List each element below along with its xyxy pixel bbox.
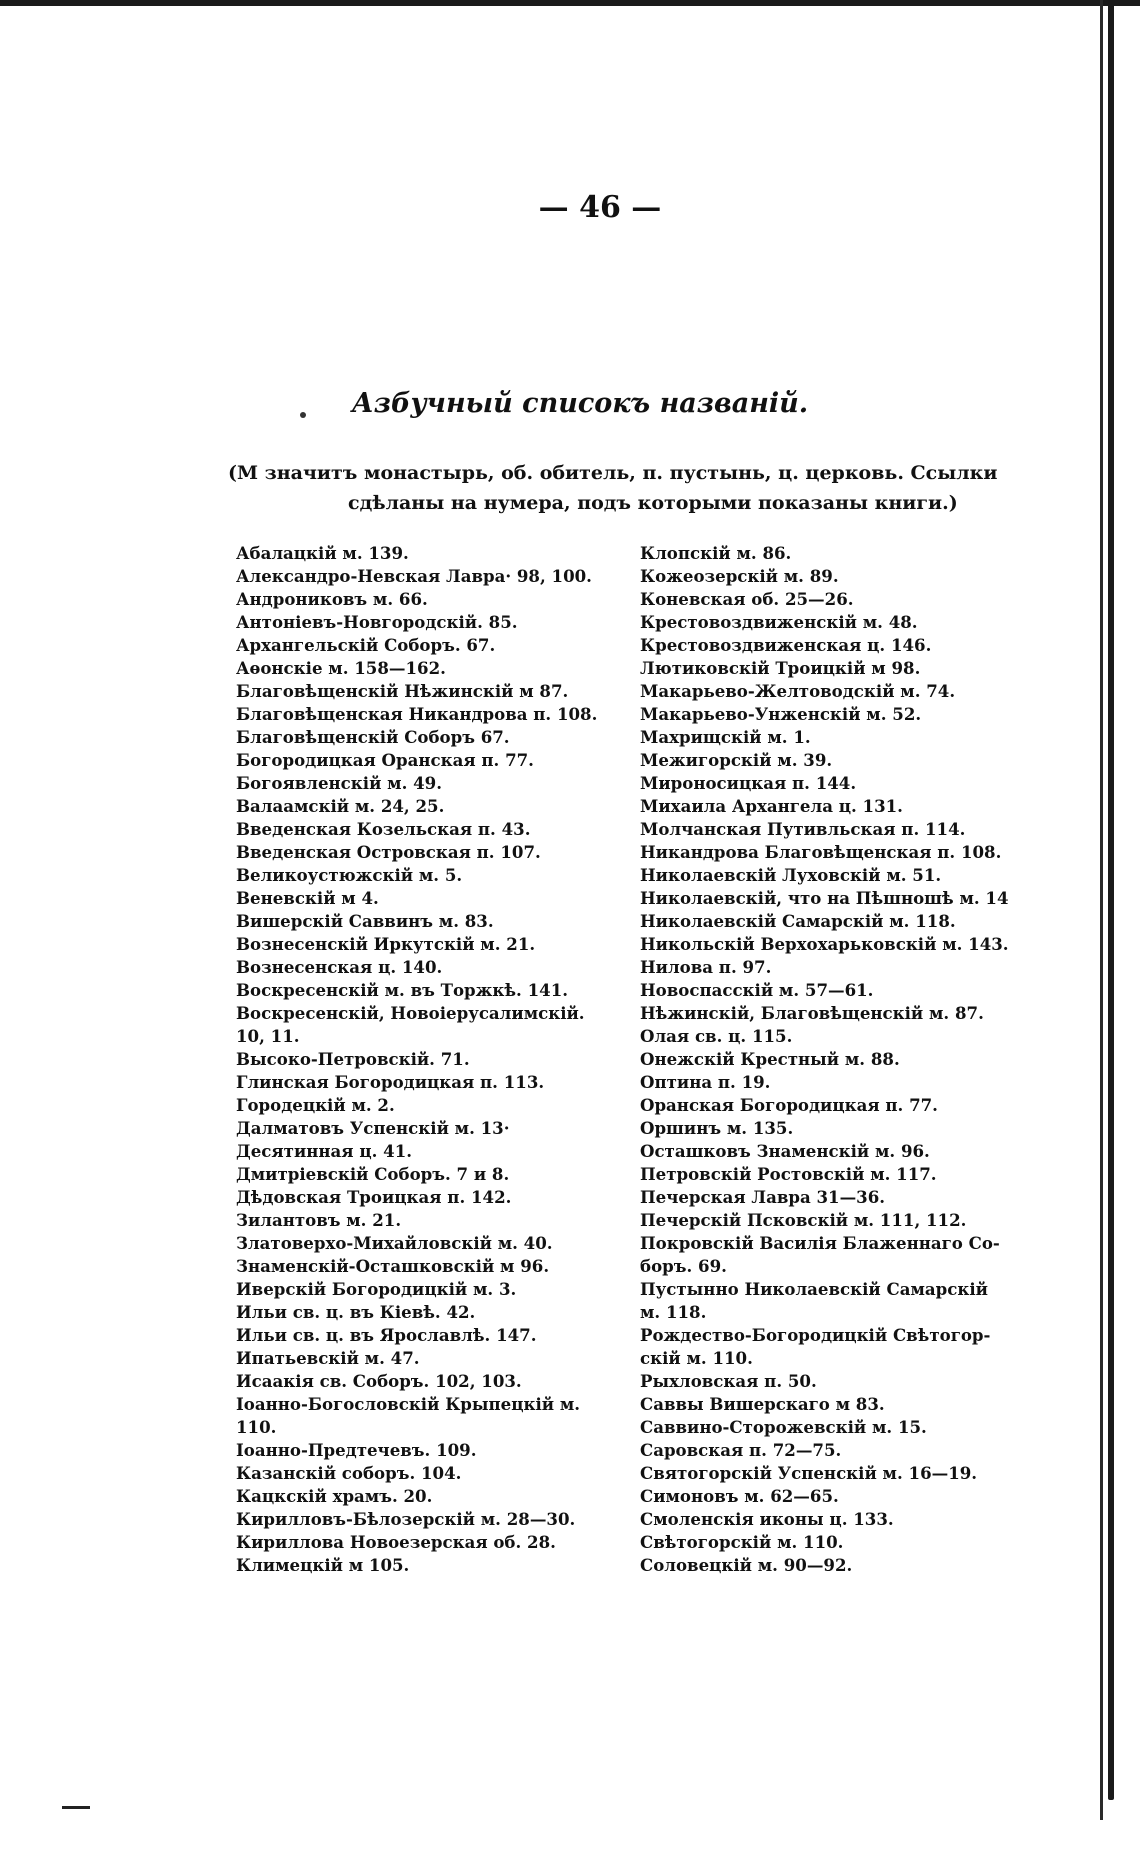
index-entry: Саровская п. 72—75.: [640, 1440, 842, 1460]
index-entry: Кожеозерскій м. 89.: [640, 566, 839, 586]
index-entry: Николаевскій, что на Пѣшношѣ м. 14: [640, 888, 1009, 908]
index-entry: Благовѣщенскій Соборъ 67.: [236, 727, 510, 747]
index-entry: Вознесенская ц. 140.: [236, 957, 443, 977]
index-entry: Златоверхо-Михайловскій м. 40.: [236, 1233, 553, 1253]
index-entry: Саввино-Сторожевскій м. 15.: [640, 1417, 927, 1437]
scan-border-right-inner: [1100, 0, 1103, 1820]
index-entry: Михаила Архангела ц. 131.: [640, 796, 903, 816]
index-entry: Рыхловская п. 50.: [640, 1371, 817, 1391]
page-number: — 46 —: [538, 190, 662, 225]
index-entry: Онежскій Крестный м. 88.: [640, 1049, 900, 1069]
index-entry: Соловецкій м. 90—92.: [640, 1555, 853, 1575]
index-entry: Климецкій м 105.: [236, 1555, 410, 1575]
index-entry: Благовѣщенскій Нѣжинскій м 87.: [236, 681, 569, 701]
index-entry: 10, 11.: [236, 1026, 300, 1046]
index-entry: Вишерскій Саввинъ м. 83.: [236, 911, 494, 931]
index-entry: Печерскій Псковскій м. 111, 112.: [640, 1210, 967, 1230]
index-entry: Благовѣщенская Никандрова п. 108.: [236, 704, 598, 724]
index-entry: Оранская Богородицкая п. 77.: [640, 1095, 938, 1115]
index-entry: Симоновъ м. 62—65.: [640, 1486, 839, 1506]
index-entry: Нилова п. 97.: [640, 957, 772, 977]
index-entry: Зилантовъ м. 21.: [236, 1210, 402, 1230]
index-entry: Оптина п. 19.: [640, 1072, 771, 1092]
index-entry: Петровскій Ростовскій м. 117.: [640, 1164, 937, 1184]
index-entry: Введенская Козельская п. 43.: [236, 819, 531, 839]
index-entry: Святогорскій Успенскій м. 16—19.: [640, 1463, 978, 1483]
index-entry: Смоленскія иконы ц. 133.: [640, 1509, 894, 1529]
index-entry: Кацкскій храмъ. 20.: [236, 1486, 433, 1506]
index-entry: Николаевскій Луховскій м. 51.: [640, 865, 942, 885]
index-entry: Саввы Вишерскаго м 83.: [640, 1394, 885, 1414]
index-entry: Макарьево-Унженскій м. 52.: [640, 704, 922, 724]
index-entry: Ильи св. ц. въ Кіевѣ. 42.: [236, 1302, 476, 1322]
index-entry: Воскресенскій, Новоіерусалимскій.: [236, 1003, 585, 1023]
index-column-left: [236, 542, 636, 1577]
index-entry: Крестовоздвиженская ц. 146.: [640, 635, 932, 655]
index-entry: 110.: [236, 1417, 277, 1437]
index-entry: Знаменскій-Осташковскій м 96.: [236, 1256, 550, 1276]
index-entry: Олая св. ц. 115.: [640, 1026, 793, 1046]
index-entry: Махрищскій м. 1.: [640, 727, 811, 747]
index-entry: Высоко-Петровскій. 71.: [236, 1049, 470, 1069]
index-entry: Николаевскій Самарскій м. 118.: [640, 911, 956, 931]
page-title: Азбучный списокъ названій.: [351, 388, 809, 419]
index-entry: Рождество-Богородицкій Свѣтогор-: [640, 1325, 991, 1345]
index-entry: Великоустюжскій м. 5.: [236, 865, 463, 885]
index-entry: Веневскій м 4.: [236, 888, 379, 908]
note-line-2: сдѣланы на нумера, подъ которыми показаны книги.): [348, 492, 958, 514]
index-entry: Лютиковскій Троицкій м 98.: [640, 658, 921, 678]
index-entry: Іоанно-Предтечевъ. 109.: [236, 1440, 477, 1460]
index-entry: Богоявленскій м. 49.: [236, 773, 442, 793]
index-entry: Иверскій Богородицкій м. 3.: [236, 1279, 517, 1299]
index-entry: Глинская Богородицкая п. 113.: [236, 1072, 545, 1092]
index-entry: Далматовъ Успенскій м. 13·: [236, 1118, 510, 1138]
index-entry: Никандрова Благовѣщенская п. 108.: [640, 842, 1002, 862]
index-entry: м. 118.: [640, 1302, 707, 1322]
index-entry: Іоанно-Богословскій Крыпецкій м.: [236, 1394, 581, 1414]
index-entry: Новоспасскій м. 57—61.: [640, 980, 874, 1000]
index-entry: Макарьево-Желтоводскій м. 74.: [640, 681, 956, 701]
scan-border-right: [1108, 0, 1114, 1800]
index-entry: Десятинная ц. 41.: [236, 1141, 413, 1161]
index-entry: скій м. 110.: [640, 1348, 753, 1368]
index-entry: Дѣдовская Троицкая п. 142.: [236, 1187, 512, 1207]
index-entry: Оршинъ м. 135.: [640, 1118, 794, 1138]
index-entry: Андрониковъ м. 66.: [236, 589, 428, 609]
abbreviation-note: [228, 458, 1048, 518]
index-entry: Казанскій соборъ. 104.: [236, 1463, 462, 1483]
index-entry: Никольскій Верхохарьковскій м. 143.: [640, 934, 1009, 954]
index-entry: Введенская Островская п. 107.: [236, 842, 541, 862]
margin-dash: [62, 1806, 90, 1809]
index-entry: Богородицкая Оранская п. 77.: [236, 750, 534, 770]
index-entry: Коневская об. 25—26.: [640, 589, 854, 609]
index-entry: Пустынно Николаевскій Самарскій: [640, 1279, 988, 1299]
index-entry: Покровскій Василія Блаженнаго Со-: [640, 1233, 1000, 1253]
index-entry: Александро-Невская Лавра· 98, 100.: [236, 566, 592, 586]
index-entry: Архангельскій Соборъ. 67.: [236, 635, 496, 655]
index-entry: Кирилловъ-Бѣлозерскій м. 28—30.: [236, 1509, 576, 1529]
index-entry: Крестовоздвиженскій м. 48.: [640, 612, 918, 632]
index-entry: Ипатьевскій м. 47.: [236, 1348, 420, 1368]
index-entry: Антоніевъ-Новгородскій. 85.: [236, 612, 518, 632]
index-entry: Мироносицкая п. 144.: [640, 773, 857, 793]
index-entry: Осташковъ Знаменскій м. 96.: [640, 1141, 930, 1161]
scan-border-top: [0, 0, 1140, 6]
index-column-right: [640, 542, 1040, 1577]
index-entry: Дмитріевскій Соборъ. 7 и 8.: [236, 1164, 510, 1184]
note-line-1: (М значитъ монастырь, об. обитель, п. пустынь, ц. церковь. Ссылки: [228, 462, 998, 484]
index-entry: Исаакія св. Соборъ. 102, 103.: [236, 1371, 522, 1391]
index-entry: Городецкій м. 2.: [236, 1095, 395, 1115]
index-entry: Межигорскій м. 39.: [640, 750, 833, 770]
index-entry: Печерская Лавра 31—36.: [640, 1187, 886, 1207]
index-entry: Клопскій м. 86.: [640, 543, 792, 563]
index-entry: Вознесенскій Иркутскій м. 21.: [236, 934, 536, 954]
index-entry: Нѣжинскій, Благовѣщенскій м. 87.: [640, 1003, 984, 1023]
index-entry: боръ. 69.: [640, 1256, 727, 1276]
index-entry: Абалацкій м. 139.: [236, 543, 409, 563]
index-entry: Ильи св. ц. въ Ярославлѣ. 147.: [236, 1325, 537, 1345]
index-entry: Свѣтогорскій м. 110.: [640, 1532, 844, 1552]
index-entry: Воскресенскій м. въ Торжкѣ. 141.: [236, 980, 569, 1000]
index-entry: Молчанская Путивльская п. 114.: [640, 819, 966, 839]
index-entry: Аѳонскіе м. 158—162.: [236, 658, 446, 678]
index-entry: Валаамскій м. 24, 25.: [236, 796, 445, 816]
index-entry: Кириллова Новоезерская об. 28.: [236, 1532, 556, 1552]
